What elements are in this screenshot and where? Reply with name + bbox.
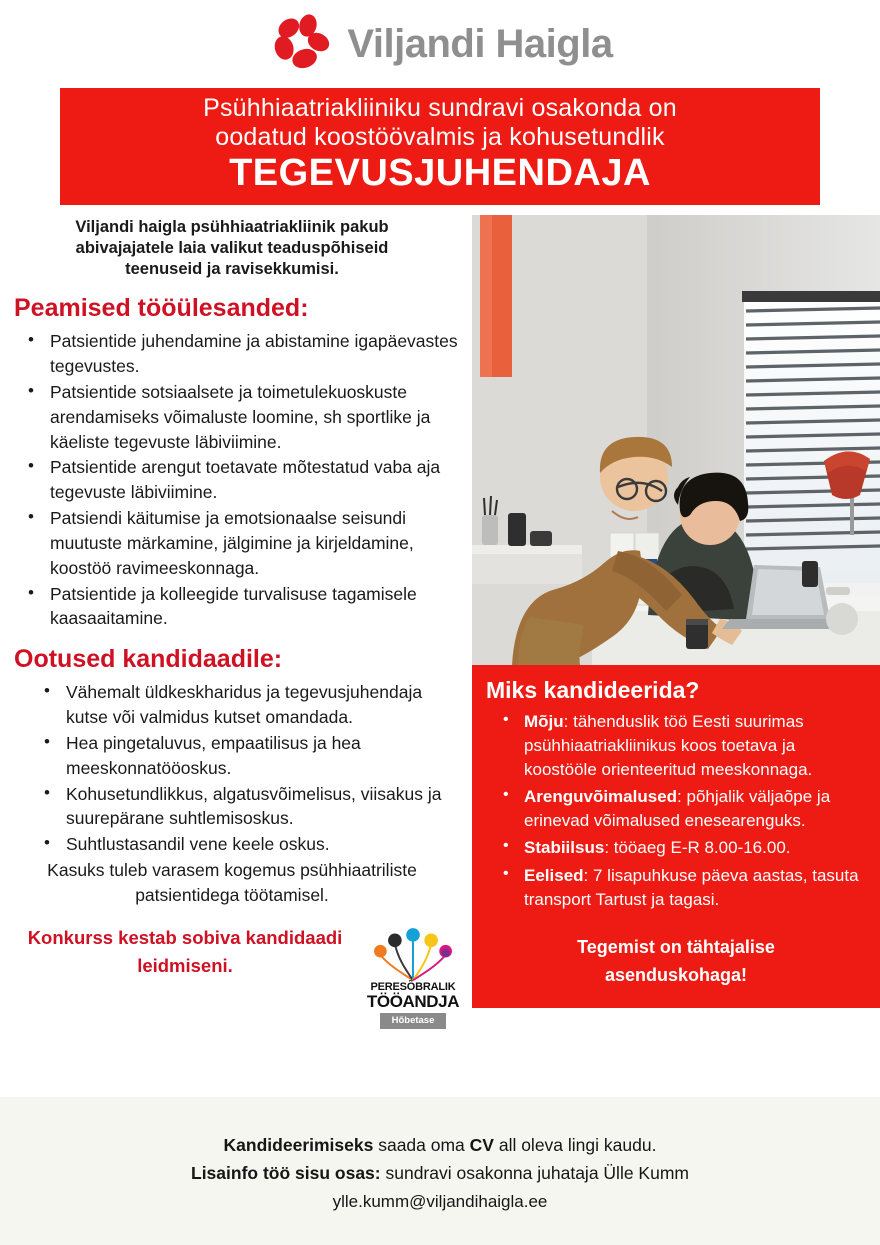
list-item: • Kohusetundlikkus, algatusvõimelisus, viisakus ja suurepärane suhtlemisoskus.	[52, 782, 460, 832]
job-role-title: TEGEVUSJUHENDAJA	[229, 152, 651, 194]
list-item: • Patsientide juhendamine ja abistamine igapäevastes tegevustes.	[36, 329, 460, 379]
temporary-position-line-2: asenduskohaga!	[604, 964, 748, 985]
brand-header	[0, 0, 880, 84]
expectations-heading: Ootused kandidaadile:	[14, 645, 283, 674]
badge-level: Hõbetase	[380, 1013, 447, 1029]
right-column	[472, 215, 880, 1008]
job-title-banner	[60, 88, 820, 205]
list-item: • Patsientide sotsiaalsete ja toimetulekuoskuste arendamiseks võimaluste loomine, sh sportlike ja käeliste tegevuste läbiviimine.	[36, 380, 460, 455]
benefit-text: : tööaeg E-R 8.00-16.00.	[604, 838, 791, 858]
benefit-text: : 7 lisapuhkuse päeva aastas, tasuta transport Tartust ja tagasi.	[524, 865, 859, 909]
apply-instruction	[0, 1131, 880, 1159]
benefit-label: Eelised	[524, 865, 584, 885]
banner-line-2: oodatud koostöövalmis ja kohusetundlik	[215, 123, 665, 151]
apply-bold-2: CV	[469, 1135, 494, 1155]
konkurss-and-badge-row	[0, 924, 464, 1030]
list-item: • Patsientide arengut toetavate mõtestatud vaba aja tegevuste läbiviimine.	[36, 455, 460, 505]
family-friendly-employer-badge	[366, 924, 460, 1030]
why-apply-list	[472, 710, 880, 912]
benefit-text: : tähenduslik töö Eesti suurimas psühhiaatriakliinikus koos toetava ja koostööle orienteeritud meeskonnaga.	[524, 711, 813, 780]
contact-label: Lisainfo töö sisu osas:	[191, 1163, 381, 1184]
family-friendly-employer-icon	[367, 924, 459, 982]
why-apply-panel	[472, 665, 880, 1008]
list-item	[512, 836, 868, 860]
badge-line-2: TÖÖANDJA	[366, 992, 460, 1012]
konkurss-text: Konkurss kestab sobiva kandidaadi leidmiseni.	[27, 926, 343, 976]
list-item: • Vähemalt üldkeskharidus ja tegevusjuhendaja kutse või valmidus kutset omandada.	[52, 680, 460, 730]
contact-name: sundravi osakonna juhataja Ülle Kumm	[380, 1163, 689, 1184]
expectations-note: Kasuks tuleb varasem kogemus psühhiaatriliste patsientidega töötamisel.	[47, 860, 417, 905]
intro-paragraph: Viljandi haigla psühhiaatriakliinik pakub abivajajatele laia valikut teaduspõhiseid teenuseid ja ravisekkumisi.	[75, 217, 389, 279]
content-columns	[0, 215, 880, 1030]
list-item	[512, 864, 868, 912]
tasks-heading: Peamised tööülesanded:	[14, 294, 309, 323]
list-item: • Patsiendi käitumise ja emotsionaalse seisundi muutuste märkamine, jälgimine ja kirjeldamine, koostöö ravimeeskonnaga.	[36, 506, 460, 581]
why-apply-heading: Miks kandideerida?	[486, 676, 700, 703]
temporary-position-note	[472, 934, 880, 990]
badge-line-1: PERESÕBRALIK	[370, 980, 456, 993]
apply-bold-1: Kandideerimiseks	[223, 1135, 374, 1155]
apply-end: all oleva lingi kaudu.	[493, 1135, 657, 1155]
apply-mid: saada oma	[373, 1135, 470, 1155]
temporary-position-line-1: Tegemist on tähtajalise	[577, 936, 775, 957]
expectations-list	[0, 680, 464, 857]
flower-petal-logo-icon	[267, 11, 333, 77]
two-colleagues-at-desk-photo	[472, 215, 880, 665]
benefit-label: Stabiilsus	[524, 838, 605, 858]
list-item	[512, 785, 868, 833]
brand-name: Viljandi Haigla	[347, 22, 613, 66]
contact-footer	[0, 1097, 880, 1245]
contact-person-line	[0, 1159, 880, 1187]
list-item: • Suhtlustasandil vene keele oskus.	[52, 832, 460, 857]
banner-line-1: Psühhiaatriakliiniku sundravi osakonda on	[203, 94, 677, 122]
left-column	[0, 215, 472, 1030]
contact-email[interactable]: ylle.kumm@viljandihaigla.ee	[332, 1191, 548, 1211]
benefit-text: : põhjalik väljaõpe ja erinevad võimalused enesearenguks.	[524, 787, 831, 831]
benefit-label: Arenguvõimalused	[524, 787, 678, 807]
list-item: • Hea pingetaluvus, empaatilisus ja hea meeskonnatööoskus.	[52, 731, 460, 781]
benefit-label: Mõju	[524, 711, 564, 731]
tasks-list	[0, 329, 464, 631]
list-item	[512, 710, 868, 782]
list-item: • Patsientide ja kolleegide turvalisuse tagamisele kaasaaitamine.	[36, 582, 460, 632]
